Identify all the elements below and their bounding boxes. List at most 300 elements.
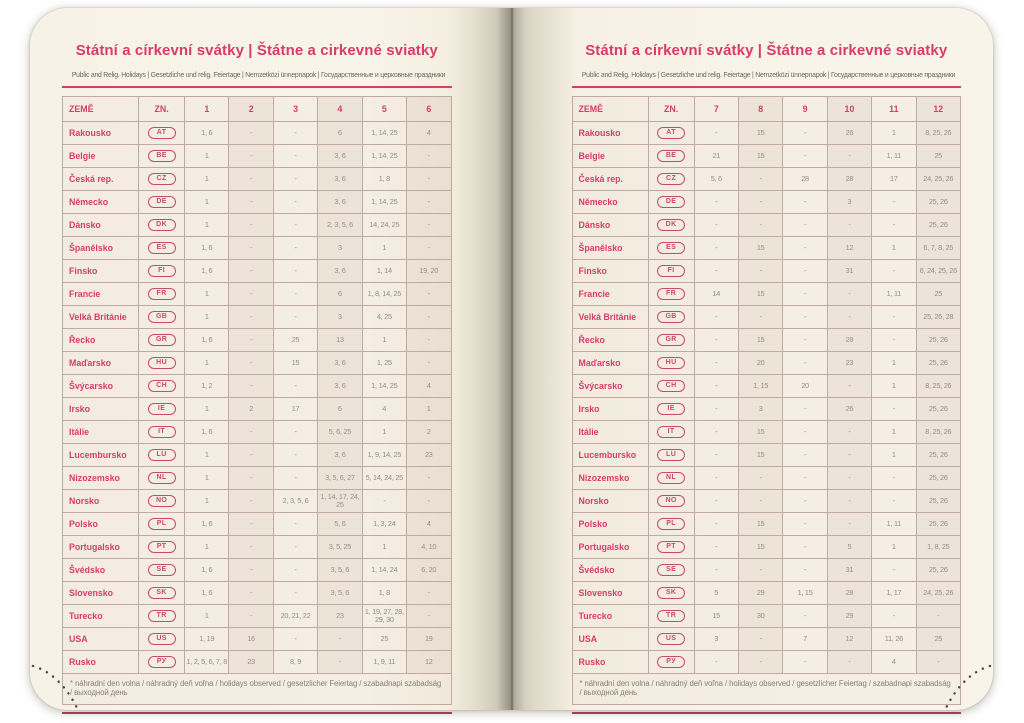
country-cell: Rusko [572,651,648,674]
month-cell: - [229,237,273,260]
month-cell: 6, 7, 8, 25 [916,237,960,260]
month-cell: 12 [827,237,871,260]
footnote-row [63,674,452,705]
month-cell: 1, 14 [362,260,406,283]
table-row [63,605,452,628]
month-cell: - [362,490,406,513]
footnote-cell: * náhradní den volna / náhradný deň voľna / holidays observed / gesetzlicher Feiertag / szabadnapi szabadság / выходной день [572,674,961,705]
month-cell: - [229,283,273,306]
month-cell: - [783,191,827,214]
code-cell [648,628,694,651]
month-cell: 3, 5, 6 [318,582,362,605]
month-cell: - [783,352,827,375]
month-cell: - [872,467,916,490]
month-cell: - [229,191,273,214]
month-cell: - [407,145,451,168]
month-cell: 25, 26, 28 [916,306,960,329]
table-row [63,467,452,490]
country-cell: Švýcarsko [572,375,648,398]
month-header-cell: 2 [229,97,273,122]
code-header-cell: ZN. [648,97,694,122]
month-cell: 14, 24, 25 [362,214,406,237]
month-cell: - [827,283,871,306]
month-cell: - [827,467,871,490]
country-code-badge: GR [148,334,176,346]
month-cell: 15 [738,329,782,352]
month-cell: - [783,536,827,559]
country-cell: USA [63,628,139,651]
month-cell: 1 [362,237,406,260]
table-row [63,582,452,605]
month-cell: 20 [738,352,782,375]
country-cell: Řecko [572,329,648,352]
month-cell: 1 [185,398,229,421]
country-code-badge: NO [657,495,685,507]
month-cell: - [827,214,871,237]
month-cell: 1, 8, 14, 25 [362,283,406,306]
country-code-badge: PT [657,541,685,553]
month-cell: 1 [185,191,229,214]
code-cell [139,145,185,168]
month-header-cell: 12 [916,97,960,122]
country-cell: Portugalsko [572,536,648,559]
month-cell: - [783,237,827,260]
country-code-badge: DK [657,219,685,231]
table-row [63,122,452,145]
month-cell: 1 [185,283,229,306]
country-cell: Dánsko [572,214,648,237]
code-cell [139,191,185,214]
month-cell: 3, 6 [318,375,362,398]
code-cell [648,444,694,467]
code-cell [648,490,694,513]
month-cell: - [318,651,362,674]
code-cell [648,260,694,283]
month-cell: - [738,191,782,214]
table-row [572,168,961,191]
month-cell: 4 [362,398,406,421]
code-cell [139,536,185,559]
month-cell: - [827,375,871,398]
month-cell: 15 [738,536,782,559]
month-cell: - [407,237,451,260]
table-header-row [572,97,961,122]
month-cell: 1, 19, 27, 28, 29, 30 [362,605,406,628]
month-cell: - [229,122,273,145]
month-cell: 31 [827,260,871,283]
table-row [63,237,452,260]
month-cell: - [273,260,317,283]
month-cell: 25, 26 [916,559,960,582]
month-cell: 15 [738,145,782,168]
bottom-rule [572,712,962,714]
month-cell: 15 [738,122,782,145]
country-cell: USA [572,628,648,651]
month-cell: 1, 11 [872,513,916,536]
month-cell: - [694,444,738,467]
table-row [572,490,961,513]
month-cell: - [783,421,827,444]
month-cell: - [229,375,273,398]
month-cell: 15 [738,444,782,467]
month-cell: 28 [783,168,827,191]
country-cell: Německo [63,191,139,214]
month-cell: 1 [185,467,229,490]
country-code-badge: IE [148,403,176,415]
country-cell: Maďarsko [63,352,139,375]
month-cell: 24, 25, 26 [916,582,960,605]
month-cell: 1, 6 [185,122,229,145]
table-row [63,444,452,467]
country-code-badge: NL [657,472,685,484]
month-cell: 29 [827,605,871,628]
country-code-badge: GB [657,311,685,323]
month-cell: 4, 10 [407,536,451,559]
month-header-cell: 11 [872,97,916,122]
month-cell: - [694,559,738,582]
month-cell: - [229,513,273,536]
month-cell: 1, 15 [738,375,782,398]
month-cell: - [273,536,317,559]
month-cell: 1, 14, 17, 24, 25 [318,490,362,513]
code-cell [139,214,185,237]
month-cell: - [738,260,782,283]
holidays-table-months-1-6 [62,96,452,705]
month-cell: 3, 6 [318,352,362,375]
month-cell: 19 [407,628,451,651]
code-cell [139,283,185,306]
country-code-badge: AT [657,127,685,139]
month-cell: 4 [872,651,916,674]
month-cell: 1, 3, 24 [362,513,406,536]
month-header-cell: 5 [362,97,406,122]
month-cell: - [783,214,827,237]
month-cell: - [273,628,317,651]
month-cell: 20, 21, 22 [273,605,317,628]
country-cell: Velká Británie [572,306,648,329]
month-cell: 3, 6 [318,145,362,168]
month-cell: - [407,329,451,352]
country-cell: Turecko [63,605,139,628]
month-cell: 3, 5, 6 [318,559,362,582]
table-row [572,651,961,674]
month-cell: 1 [185,352,229,375]
country-code-badge: CH [657,380,685,392]
month-cell: 8, 25, 26 [916,122,960,145]
month-cell: - [872,260,916,283]
code-cell [139,122,185,145]
code-cell [648,168,694,191]
country-cell: Itálie [63,421,139,444]
month-cell: 1 [185,145,229,168]
month-cell: - [229,467,273,490]
month-cell: - [738,168,782,191]
table-row [63,306,452,329]
month-cell: 6 [318,122,362,145]
month-cell: 3, 5, 6, 27 [318,467,362,490]
page-subtitle-wrap [62,64,452,82]
month-cell: 11, 26 [872,628,916,651]
country-code-badge: SE [148,564,176,576]
country-code-badge: HU [657,357,685,369]
month-cell: 5, 6 [318,513,362,536]
month-cell: - [694,260,738,283]
month-cell: 31 [827,559,871,582]
month-cell: - [694,490,738,513]
month-cell: - [872,329,916,352]
month-cell: 6 [318,398,362,421]
country-code-badge: CZ [657,173,685,185]
table-row [63,398,452,421]
country-cell: Portugalsko [63,536,139,559]
country-code-badge: CH [148,380,176,392]
month-cell: 23 [318,605,362,628]
month-cell: - [407,467,451,490]
country-cell: Švédsko [63,559,139,582]
month-cell: - [229,559,273,582]
month-header-cell: 3 [273,97,317,122]
country-code-badge: LU [148,449,176,461]
month-cell: 3, 6 [318,260,362,283]
code-cell [139,375,185,398]
month-cell: 6, 20 [407,559,451,582]
country-code-badge: HU [148,357,176,369]
month-cell: 1 [872,237,916,260]
month-cell: 25, 26 [916,490,960,513]
month-cell: 3, 5, 25 [318,536,362,559]
code-cell [648,283,694,306]
country-code-badge: CZ [148,173,176,185]
month-cell: - [273,421,317,444]
month-cell: - [916,605,960,628]
country-cell: Francie [63,283,139,306]
country-code-badge: FR [148,288,176,300]
code-cell [139,421,185,444]
month-cell: 23 [229,651,273,674]
month-cell: - [229,168,273,191]
month-cell: 21 [694,145,738,168]
month-cell: 15 [738,513,782,536]
month-cell: - [273,582,317,605]
month-cell: 24, 25, 26 [916,168,960,191]
month-cell: 1, 6 [185,329,229,352]
country-cell: Finsko [572,260,648,283]
table-row [572,375,961,398]
month-cell: - [229,260,273,283]
table-row [63,168,452,191]
country-code-badge: GR [657,334,685,346]
month-cell: - [694,329,738,352]
table-row [572,536,961,559]
month-cell: - [229,214,273,237]
code-cell [139,513,185,536]
month-cell: - [916,651,960,674]
month-cell: - [273,122,317,145]
month-cell: 12 [827,628,871,651]
table-row [572,605,961,628]
month-header-cell: 10 [827,97,871,122]
month-cell: 2, 3, 5, 6 [273,490,317,513]
country-cell: Španělsko [572,237,648,260]
month-cell: 1, 6 [185,559,229,582]
month-cell: 25 [916,283,960,306]
month-cell: 25 [362,628,406,651]
month-cell: - [872,214,916,237]
month-cell: 3 [694,628,738,651]
month-cell: 1 [185,168,229,191]
month-cell: 1, 19 [185,628,229,651]
month-cell: - [407,605,451,628]
month-cell: - [783,122,827,145]
month-cell: 6, 24, 25, 26 [916,260,960,283]
month-cell: 1, 6 [185,237,229,260]
country-cell: Irsko [63,398,139,421]
country-code-badge: FI [657,265,685,277]
country-code-badge: FR [657,288,685,300]
country-code-badge: BE [148,150,176,162]
month-cell: - [273,513,317,536]
month-cell: 15 [738,283,782,306]
month-cell: - [783,145,827,168]
table-row [63,283,452,306]
code-cell [139,444,185,467]
table-row [63,260,452,283]
code-cell [648,605,694,628]
month-cell: 28 [827,168,871,191]
table-row [63,490,452,513]
country-code-badge: TR [657,610,685,622]
month-cell: - [827,421,871,444]
code-cell [139,490,185,513]
month-cell: - [783,329,827,352]
month-cell: 25, 26 [916,352,960,375]
month-cell: 25, 26 [916,329,960,352]
month-cell: 1 [362,536,406,559]
month-cell: 2, 3, 5, 6 [318,214,362,237]
month-cell: 8, 25, 26 [916,421,960,444]
month-cell: 1, 2 [185,375,229,398]
month-cell: 25, 26 [916,467,960,490]
country-cell: Finsko [63,260,139,283]
month-cell: - [229,306,273,329]
subtitle-rule [572,86,962,88]
table-row [63,352,452,375]
country-cell: Rusko [63,651,139,674]
code-cell [648,651,694,674]
month-cell: 1 [407,398,451,421]
table-row [572,214,961,237]
country-cell: Česká rep. [63,168,139,191]
month-cell: - [872,398,916,421]
month-header-cell: 7 [694,97,738,122]
country-code-badge: NL [148,472,176,484]
month-cell: 1, 14, 25 [362,191,406,214]
month-cell: 1 [872,352,916,375]
month-cell: 1, 6 [185,513,229,536]
month-cell: 1, 6 [185,582,229,605]
month-cell: 5 [827,536,871,559]
book-spread [30,8,993,710]
table-row [63,375,452,398]
page-subtitle: Public and Relig. Holidays | Gesetzliche und relig. Feiertage | Nemzetközi ünnepnapok | Государственные и церковные праздники [581,70,955,79]
country-cell: Maďarsko [572,352,648,375]
country-cell: Lucembursko [572,444,648,467]
month-cell: 1, 15 [783,582,827,605]
country-code-badge: ES [148,242,176,254]
page-title: Státní a církevní svátky | Štátne a cirkevné sviatky [75,42,438,59]
country-code-badge: US [657,633,685,645]
table-row [572,513,961,536]
code-cell [648,582,694,605]
country-cell: Nizozemsko [572,467,648,490]
month-cell: - [229,536,273,559]
month-cell: 6 [318,283,362,306]
country-cell: Velká Británie [63,306,139,329]
month-cell: 1 [872,536,916,559]
table-row [63,559,452,582]
country-code-badge: PT [148,541,176,553]
month-cell: - [783,467,827,490]
month-cell: - [407,214,451,237]
month-cell: 1, 14, 25 [362,375,406,398]
table-row [572,283,961,306]
code-cell [648,421,694,444]
table-row [63,329,452,352]
month-cell: 3, 6 [318,444,362,467]
table-row [572,122,961,145]
month-cell: 8, 25, 26 [916,375,960,398]
code-cell [139,168,185,191]
country-cell: Francie [572,283,648,306]
month-cell: 1, 9, 14, 25 [362,444,406,467]
month-cell: 1 [872,444,916,467]
month-cell: - [738,467,782,490]
country-cell: Rakousko [572,122,648,145]
code-cell [648,306,694,329]
code-cell [648,559,694,582]
country-header-cell: ZEMĚ [572,97,648,122]
month-cell: - [694,421,738,444]
table-row [572,352,961,375]
country-code-badge: GB [148,311,176,323]
month-cell: - [694,122,738,145]
month-cell: - [783,283,827,306]
country-code-badge: US [148,633,176,645]
month-cell: - [827,306,871,329]
table-row [572,444,961,467]
country-code-badge: SK [148,587,176,599]
month-cell: - [783,559,827,582]
table-row [63,191,452,214]
month-cell: - [273,467,317,490]
country-cell: Polsko [63,513,139,536]
month-cell: 1 [185,536,229,559]
month-cell: 26 [827,398,871,421]
month-cell: 16 [229,628,273,651]
country-cell: Norsko [63,490,139,513]
month-cell: 25, 26 [916,513,960,536]
right-page [512,8,994,710]
month-cell: - [407,582,451,605]
month-cell: - [827,651,871,674]
month-cell: - [738,214,782,237]
month-cell: - [783,306,827,329]
month-cell: 1 [362,329,406,352]
country-cell: Itálie [572,421,648,444]
month-cell: 1, 11 [872,145,916,168]
table-row [572,421,961,444]
country-cell: Švýcarsko [63,375,139,398]
